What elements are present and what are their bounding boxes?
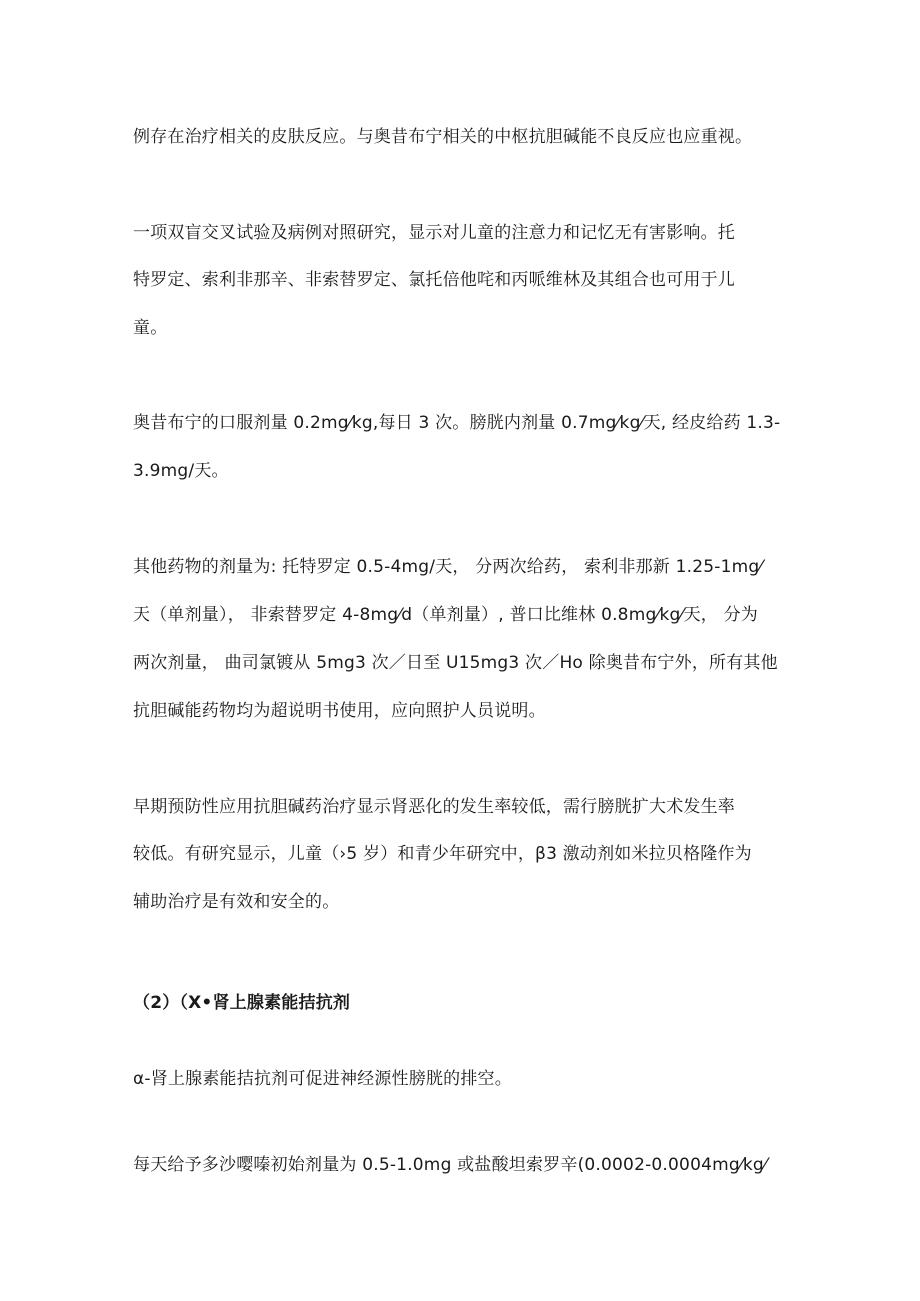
paragraph-2-line-2: 特罗定、索利非那辛、非索替罗定、氯托倍他咤和丙哌维林及其组合也可用于儿 bbox=[133, 270, 735, 290]
paragraph-2-line-3: 童。 bbox=[133, 318, 168, 338]
paragraph-5-line-3: 辅助治疗是有效和安全的。 bbox=[133, 892, 340, 912]
paragraph-2-line-1: 一项双盲交叉试验及病例对照研究，显示对儿童的注意力和记忆无有害影响。托 bbox=[133, 223, 735, 243]
paragraph-1-line-1: 例存在治疗相关的皮肤反应。与奥昔布宁相关的中枢抗胆碱能不良反应也应重视。 bbox=[133, 127, 753, 147]
paragraph-5-line-2: 较低。有研究显示，儿童（›5 岁）和青少年研究中，β3 激动剂如米拉贝格隆作为 bbox=[133, 844, 752, 864]
paragraph-4-line-2: 天（单剂量）， 非索替罗定 4-8mg⁄d（单剂量）, 普口比维林 0.8mg⁄kg⁄天， 分为 bbox=[133, 605, 758, 625]
paragraph-4-line-4: 抗胆碱能药物均为超说明书使用，应向照护人员说明。 bbox=[133, 701, 546, 721]
paragraph-3-line-1: 奥昔布宁的口服剂量 0.2mg⁄kg,每日 3 次。膀胱内剂量 0.7mg⁄kg⁄天, 经皮给药 1.3- bbox=[133, 413, 781, 433]
paragraph-6-line-1: α-肾上腺素能拮抗剂可促进神经源性膀胱的排空。 bbox=[133, 1069, 512, 1089]
section-heading: （2）（X•肾上腺素能拮抗剂 bbox=[133, 993, 351, 1013]
paragraph-4-line-1: 其他药物的剂量为: 托特罗定 0.5-4mg/天， 分两次给药， 索利非那新 1.25-1mg⁄ bbox=[133, 557, 763, 577]
paragraph-5-line-1: 早期预防性应用抗胆碱药治疗显示肾恶化的发生率较低，需行膀胱扩大术发生率 bbox=[133, 797, 735, 817]
paragraph-7-line-1: 每天给予多沙嘤嗪初始剂量为 0.5-1.0mg 或盐酸坦索罗辛(0.0002-0.0004mg⁄kg⁄ bbox=[133, 1155, 767, 1175]
paragraph-4-line-3: 两次剂量， 曲司氯镀从 5mg3 次／日至 U15mg3 次／Ho 除奥昔布宁外，所有其他 bbox=[133, 653, 778, 673]
paragraph-3-line-2: 3.9mg/天。 bbox=[133, 461, 229, 481]
